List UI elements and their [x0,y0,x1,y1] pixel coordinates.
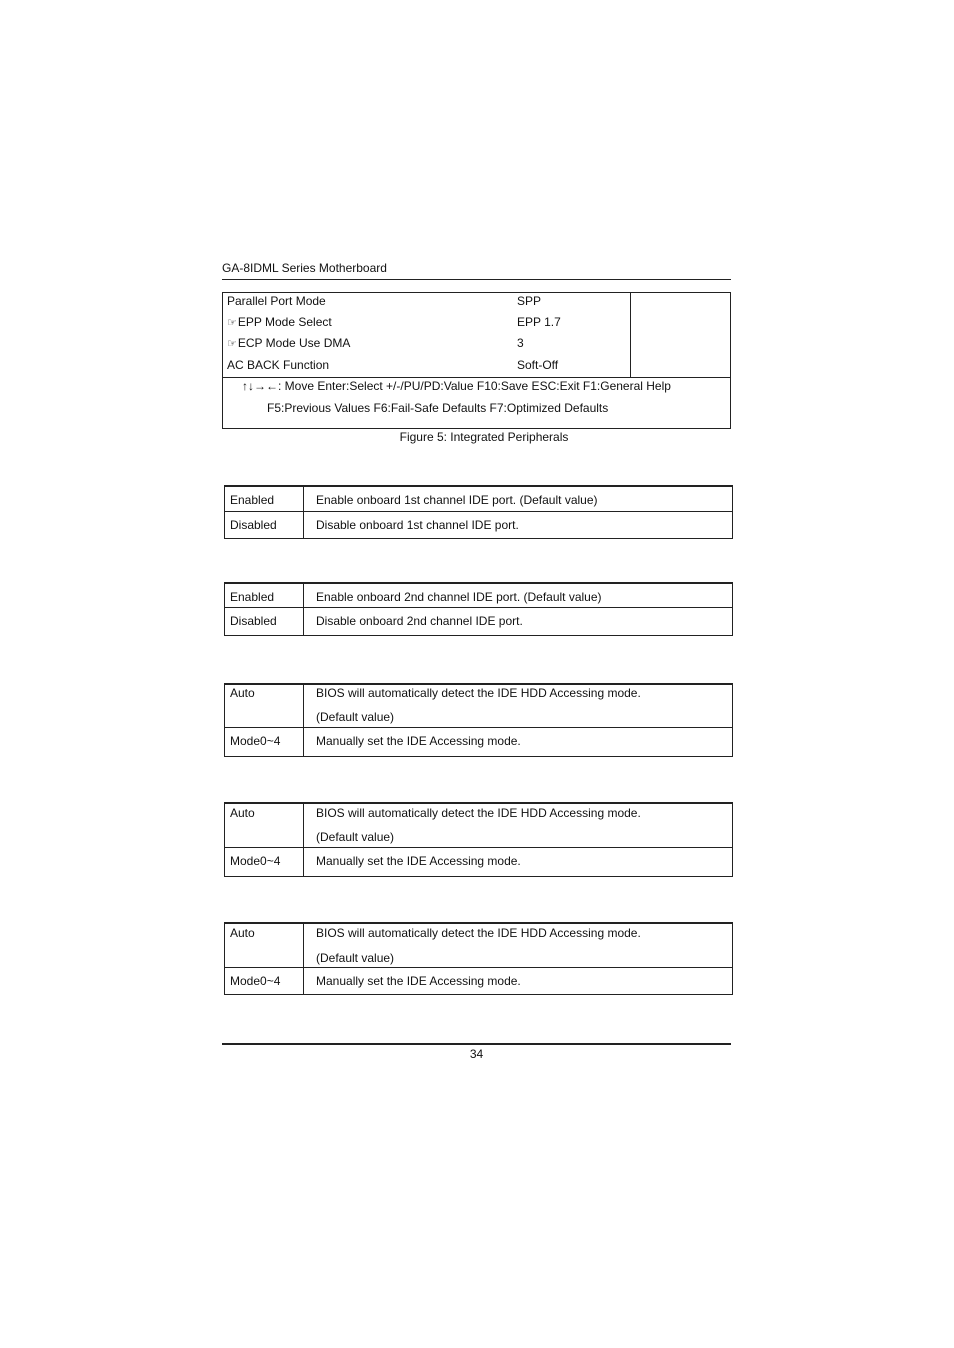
option-description: BIOS will automatically detect the IDE HDD Accessing mode. [316,806,641,820]
figure-caption: Figure 5: Integrated Peripherals [399,430,569,444]
option-description-default: (Default value) [316,710,395,724]
option-description-default: (Default value) [316,951,395,965]
table-row [225,803,732,847]
table-row [225,684,732,727]
table-row [225,847,732,877]
option-description: Enable onboard 2nd channel IDE port. (Default value) [316,590,602,604]
bios-row-value: 3 [517,336,524,350]
bios-row-ac-back-function [227,359,627,375]
option-description: Enable onboard 1st channel IDE port. (Default value) [316,493,598,507]
option-description: Disable onboard 2nd channel IDE port. [316,614,523,628]
running-header-title: GA-8IDML Series Motherboard [222,261,387,275]
bios-row-value: Soft-Off [517,358,559,372]
pointing-hand-icon: ☞ [227,317,237,329]
pointing-hand-icon: ☞ [227,338,237,350]
table-row [225,967,732,995]
option-description: Manually set the IDE Accessing mode. [316,974,521,988]
option-description-default: (Default value) [316,830,395,844]
bios-row-label: Parallel Port Mode [227,294,326,308]
option-key: Auto [230,806,255,820]
option-key: Auto [230,686,255,700]
option-key: Disabled [230,614,277,628]
table-row [225,923,732,967]
bios-row-ecp-mode-use-dma [227,337,627,353]
footer-rule [222,1043,731,1045]
table-row [225,727,732,757]
table-row [225,511,732,539]
option-table-ide2 [224,582,733,636]
option-key: Auto [230,926,255,940]
option-key: Mode0~4 [230,974,281,988]
option-table-pio-mode-2 [224,802,733,877]
option-table-pio-mode-3 [224,922,733,995]
table-row [225,486,732,511]
bios-row-value: SPP [517,294,542,308]
table-row [225,607,732,636]
option-key: Mode0~4 [230,734,281,748]
bios-row-label: AC BACK Function [227,358,330,372]
page-number: 34 [469,1047,484,1061]
bios-help-bar-divider [222,377,731,378]
option-description: Manually set the IDE Accessing mode. [316,854,521,868]
option-key: Enabled [230,493,275,507]
option-description: Manually set the IDE Accessing mode. [316,734,521,748]
option-table-pio-mode-1 [224,683,733,757]
table-row [225,583,732,607]
bios-row-label: ECP Mode Use DMA [237,336,351,350]
option-key: Disabled [230,518,277,532]
option-description: BIOS will automatically detect the IDE HDD Accessing mode. [316,926,641,940]
bios-row-parallel-port-mode [227,295,627,311]
option-key: Mode0~4 [230,854,281,868]
bios-row-value: EPP 1.7 [517,315,561,329]
option-description: Disable onboard 1st channel IDE port. [316,518,519,532]
bios-help-column-divider [630,292,631,377]
bios-help-line-1: ↑↓→←: Move Enter:Select +/-/PU/PD:Value F10:Save ESC:Exit F1:General Help [242,379,671,393]
option-description: BIOS will automatically detect the IDE HDD Accessing mode. [316,686,641,700]
option-key: Enabled [230,590,275,604]
option-table-ide1 [224,485,733,539]
header-rule [222,279,731,280]
bios-help-line-2: F5:Previous Values F6:Fail-Safe Defaults F7:Optimized Defaults [267,401,609,415]
bios-row-epp-mode-select [227,316,627,332]
bios-row-label: EPP Mode Select [237,315,332,329]
